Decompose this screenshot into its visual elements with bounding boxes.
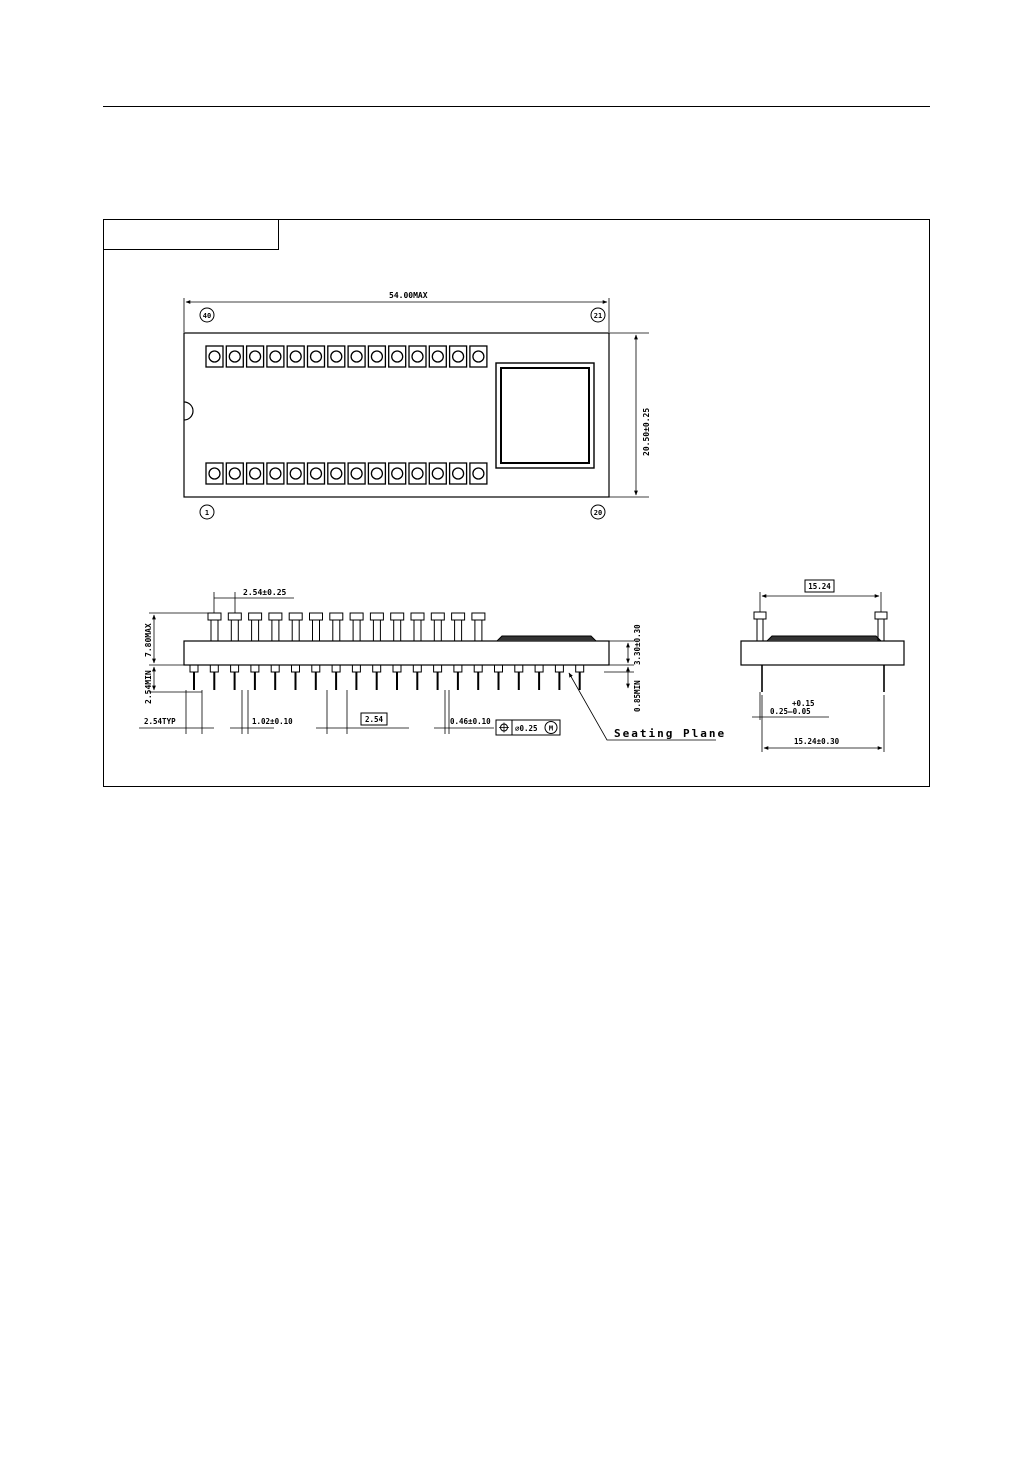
side-view-body [184,641,609,665]
pin1-notch [184,402,193,420]
pad-hole [290,351,301,362]
pin-shoulder [251,665,259,672]
top-view [184,291,651,519]
pad-hole [371,351,382,362]
pin-shoulder [393,665,401,672]
pin-shoulder [515,665,523,672]
package-outline-frame [103,219,930,787]
seating-plane-label: Seating Plane [614,727,727,740]
socket-stem [475,620,482,641]
pin-shoulder [352,665,360,672]
pad-hole [250,351,261,362]
socket-stem [434,620,441,641]
socket-stem [373,620,380,641]
end-view-body [741,641,904,665]
side-view-window-profile [497,636,596,641]
pin-1-marker: 1 [204,509,210,517]
lead-thickness-plus: +0.15 [792,699,815,708]
length-label: 54.00MAX [389,291,428,300]
pad-hole [473,351,484,362]
pad-hole [432,351,443,362]
pad-hole [453,468,464,479]
side-view-pins [190,665,584,690]
socket-cap [269,613,282,620]
pad-hole [412,351,423,362]
display-window-inner [501,368,589,463]
pad-hole [473,468,484,479]
socket-cap [370,613,383,620]
socket-stem [353,620,360,641]
end-socket-right-stem [878,619,884,641]
socket-stem [455,620,462,641]
pin-shoulder [231,665,239,672]
side-view-sockets [208,613,485,641]
shoulder-width-label: 1.02±0.10 [252,717,293,726]
socket-cap [249,613,262,620]
socket-stem [414,620,421,641]
pin-shoulder [190,665,198,672]
pin-shoulder [292,665,300,672]
end-socket-left-stem [757,619,763,641]
socket-stem [333,620,340,641]
socket-cap [452,613,465,620]
pin-shoulder [413,665,421,672]
socket-stem [211,620,218,641]
socket-stem [394,620,401,641]
pin-shoulder [332,665,340,672]
pin-pitch-label: 2.54±0.25 [243,588,287,597]
socket-stem [292,620,299,641]
side-view [139,588,726,740]
end-view-window-profile [767,636,881,641]
pad-hole [351,468,362,479]
pin-shoulder [312,665,320,672]
pin-shoulder [474,665,482,672]
lead-width-label: 0.46±0.10 [450,717,491,726]
height-label: 7.80MAX [144,623,153,657]
pad-hole [270,468,281,479]
end-socket-right [875,612,887,619]
lead-length-label: 2.54MIN [144,670,153,704]
pin-21-marker: 21 [593,312,603,320]
socket-cap [431,613,444,620]
pad-hole [432,468,443,479]
socket-cap [391,613,404,620]
overall-width-label: 15.24±0.30 [794,737,840,746]
pad-hole [250,468,261,479]
top-row-pads [206,346,487,367]
socket-cap [411,613,424,620]
pin-shoulder [434,665,442,672]
pad-hole [392,351,403,362]
pin-40-marker: 40 [202,312,212,320]
header-rule [103,106,930,107]
pad-hole [311,351,322,362]
position-tolerance-label: ⌀0.25 [515,724,538,733]
socket-stem [272,620,279,641]
socket-cap [472,613,485,620]
pin-20-marker: 20 [593,509,603,517]
socket-stem [313,620,320,641]
socket-cap [289,613,302,620]
pad-hole [229,468,240,479]
pad-hole [371,468,382,479]
socket-stem [252,620,259,641]
pad-hole [392,468,403,479]
socket-cap [208,613,221,620]
lead-thickness-base: 0.25–0.05 [770,707,811,716]
pad-hole [311,468,322,479]
pad-hole [209,351,220,362]
body-thickness-label: 3.30±0.30 [633,624,642,665]
pad-hole [351,351,362,362]
pad-hole [331,468,342,479]
pad-hole [290,468,301,479]
pin-shoulder [576,665,584,672]
pad-hole [229,351,240,362]
basic-pitch-label: 2.54 [364,715,384,724]
socket-cap [330,613,343,620]
pin-shoulder [555,665,563,672]
pin-shoulder [210,665,218,672]
top-view-body [184,333,609,497]
package-drawing [104,220,931,788]
row-spacing-label: 15.24 [808,582,831,591]
socket-stem [231,620,238,641]
display-window-outer [496,363,594,468]
pad-hole [412,468,423,479]
socket-cap [228,613,241,620]
pin-shoulder [535,665,543,672]
pin-shoulder [495,665,503,672]
mmc-symbol: M [548,724,554,733]
socket-cap [310,613,323,620]
bottom-row-pads [206,463,487,484]
pin-shoulder [454,665,462,672]
pad-hole [270,351,281,362]
width-label: 20.50±0.25 [642,407,651,456]
pad-hole [209,468,220,479]
end-view [741,580,904,752]
pin-shoulder [271,665,279,672]
standoff-label: 0.85MIN [633,680,642,712]
socket-cap [350,613,363,620]
first-pin-label: 2.54TYP [144,717,176,726]
pad-hole [453,351,464,362]
pin-shoulder [373,665,381,672]
pad-hole [331,351,342,362]
end-socket-left [754,612,766,619]
